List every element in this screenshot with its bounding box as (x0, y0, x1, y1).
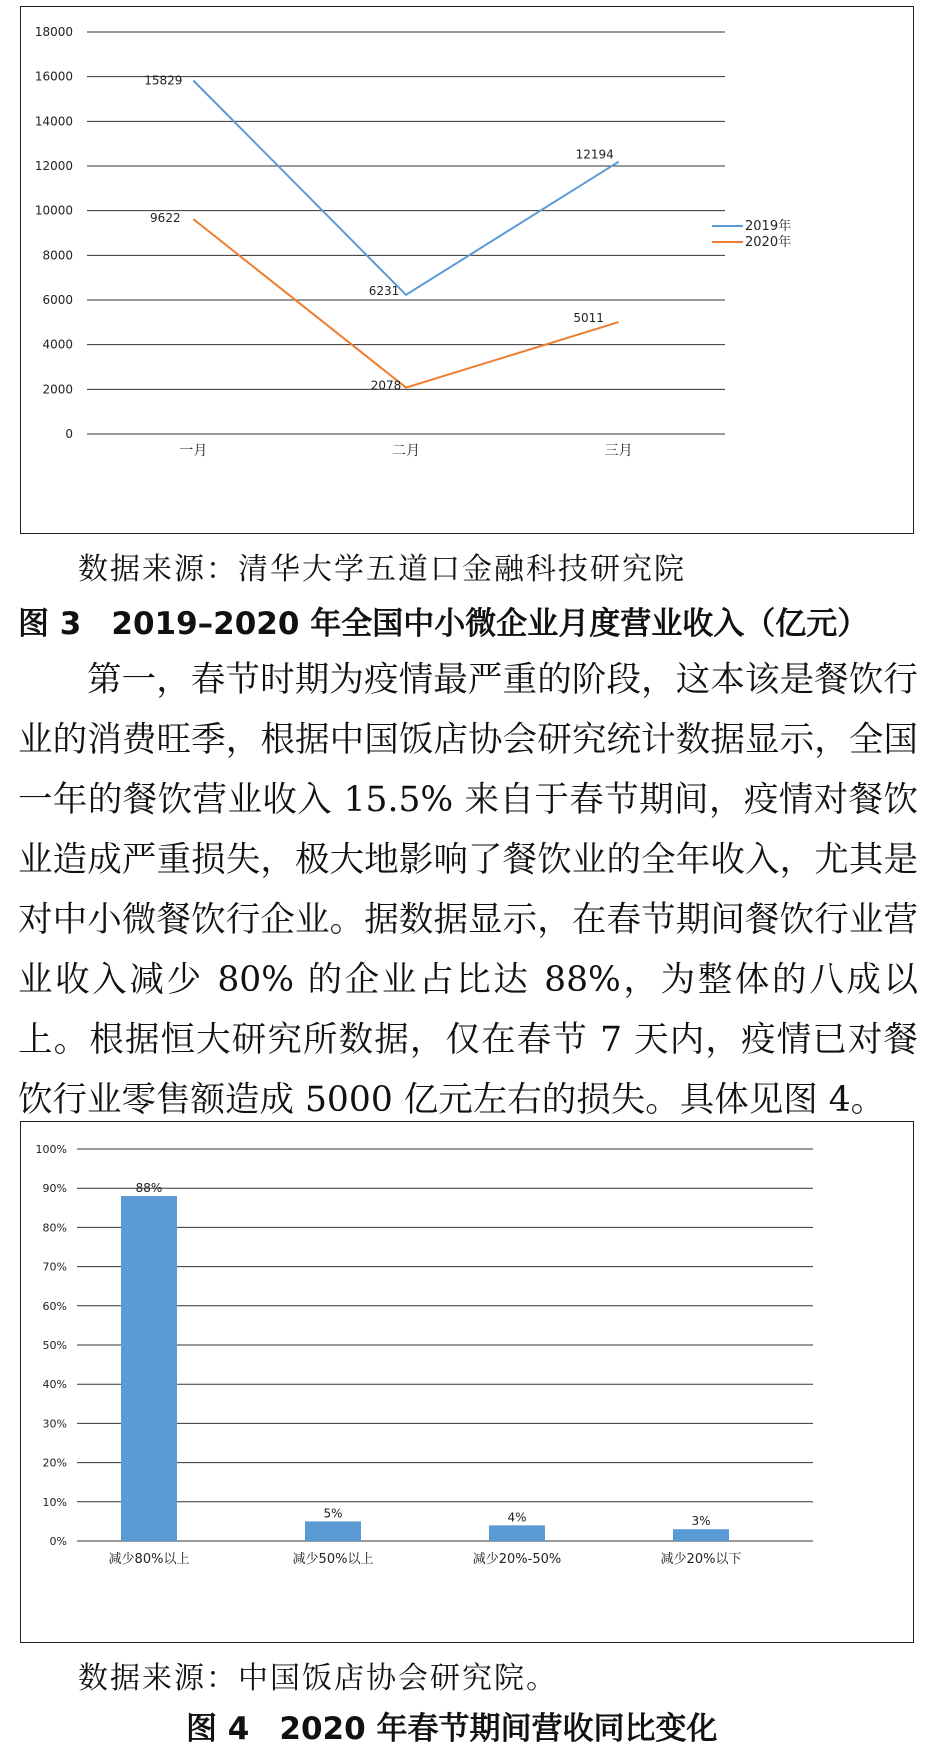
data-label: 9622 (150, 211, 181, 226)
y-tick-label: 6000 (42, 293, 73, 307)
bar-value-label: 88% (135, 1181, 163, 1196)
x-tick-label: 二月 (392, 443, 420, 459)
y-tick-label: 4000 (42, 337, 73, 352)
bar-value-label: 5% (323, 1506, 343, 1521)
y-tick-label: 30% (42, 1417, 67, 1431)
y-tick-label: 70% (42, 1260, 67, 1274)
x-tick-label: 减少80%以上 (108, 1552, 190, 1567)
bar-value-label: 4% (507, 1510, 527, 1525)
data-label: 6231 (368, 283, 400, 298)
y-tick-label: 18000 (34, 25, 73, 39)
x-tick-label: 减少20%-50% (472, 1552, 562, 1567)
bar-value-label: 3% (691, 1514, 711, 1529)
bar-chart-svg (21, 1122, 913, 1642)
bar-chart (20, 1121, 914, 1643)
figure3-number: 图 3 (18, 606, 82, 642)
figure3-title: 2019–2020 年全国中小微企业月度营业收入（亿元） (111, 606, 869, 642)
data-label: 12194 (575, 147, 614, 162)
y-tick-label: 90% (42, 1182, 67, 1196)
series-line-2020 (193, 219, 618, 387)
y-tick-label: 40% (42, 1378, 67, 1392)
x-tick-label: 减少50%以上 (292, 1552, 374, 1567)
legend-label: 2020年 (745, 235, 792, 250)
figure4-source: 数据来源：中国饭店协会研究院。 (78, 1661, 558, 1696)
figure4-title: 2020 年春节期间营收同比变化 (279, 1711, 718, 1747)
y-tick-label: 2000 (42, 382, 73, 397)
figure3-source: 数据来源：清华大学五道口金融科技研究院 (78, 552, 686, 587)
line-chart (20, 6, 914, 534)
bar (305, 1521, 361, 1541)
bar (121, 1196, 177, 1541)
line-chart-svg (21, 7, 913, 533)
x-tick-label: 减少20%以下 (660, 1552, 742, 1567)
y-tick-label: 12000 (34, 159, 73, 173)
y-tick-label: 60% (42, 1299, 67, 1313)
figure3-caption (18, 598, 868, 643)
data-label: 15829 (144, 73, 183, 88)
x-tick-label: 三月 (604, 443, 633, 459)
data-label: 5011 (573, 311, 604, 326)
figure4-number: 图 4 (186, 1711, 250, 1747)
y-tick-label: 16000 (34, 69, 73, 84)
body-text (18, 650, 918, 1130)
y-tick-label: 50% (42, 1339, 67, 1352)
y-tick-label: 14000 (34, 114, 73, 129)
data-label: 2078 (370, 378, 402, 393)
figure4-caption (186, 1703, 717, 1748)
y-tick-label: 80% (42, 1221, 67, 1235)
y-tick-label: 20% (42, 1456, 67, 1470)
y-tick-label: 0 (65, 427, 73, 441)
body-paragraph: 第一，春节时期为疫情最严重的阶段，这本该是餐饮行业的消费旺季，根据中国饭店协会研究统计数据显示，全国一年的餐饮营业收入 15.5% 来自于春节期间，疫情对餐饮业造成严重损失，极大地影响了餐饮业的全年收入，尤其是对中小微餐饮行企业。据数据显示，在春节期间餐饮行业营业收入减少 80% 的企业占比达 88%，为整体的八成以上。根据恒大研究所数据，仅在春节 7 天内，疫情已对餐饮行业零售额造成 5000 亿元左右的损失。具体见图 4。 (18, 660, 918, 1120)
x-tick-label: 一月 (179, 443, 208, 459)
y-tick-label: 10000 (34, 203, 73, 218)
y-tick-label: 8000 (42, 248, 73, 263)
y-tick-label: 10% (42, 1495, 67, 1509)
bar (489, 1525, 545, 1541)
y-tick-label: 100% (35, 1143, 67, 1156)
series-line-2019 (193, 80, 618, 294)
y-tick-label: 0% (49, 1535, 67, 1548)
bar (673, 1529, 729, 1541)
legend-label: 2019年 (745, 219, 792, 234)
